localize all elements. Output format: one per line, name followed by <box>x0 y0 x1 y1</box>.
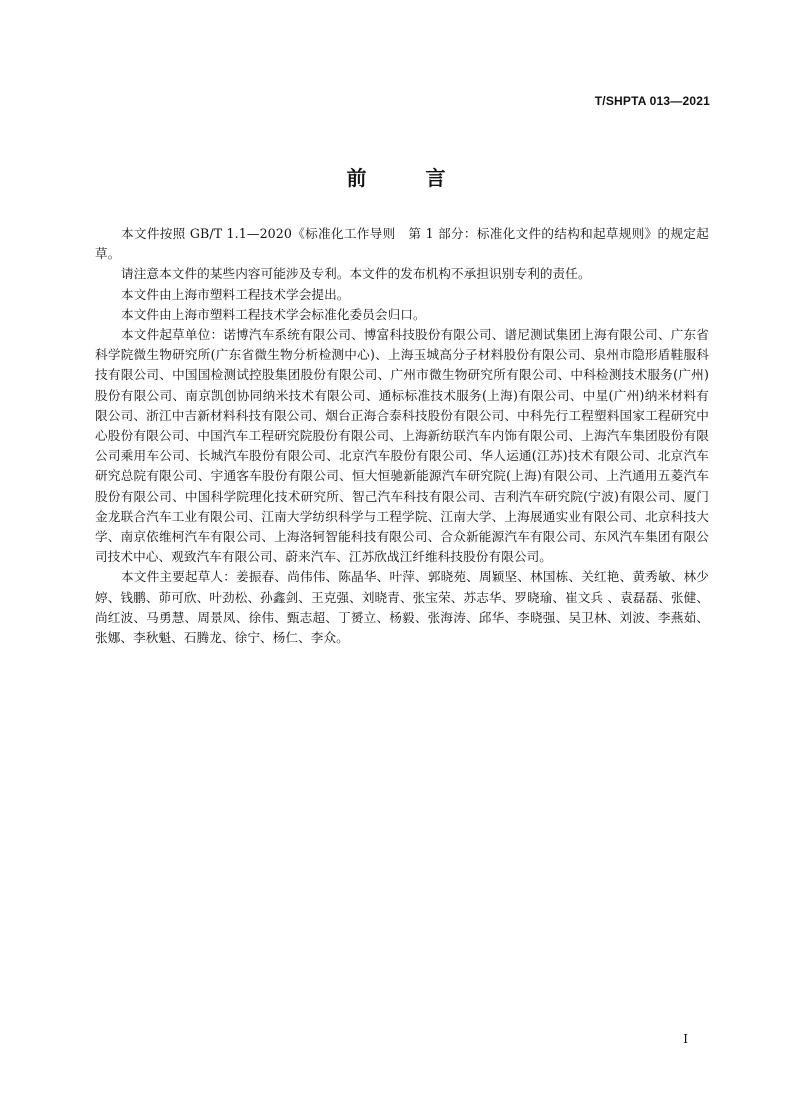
paragraph-under-jurisdiction: 本文件由上海市塑料工程技术学会标准化委员会归口。 <box>121 306 426 322</box>
foreword-body <box>95 224 709 648</box>
paragraph-drafting-units: 本文件起草单位：诺博汽车系统有限公司、博富科技股份有限公司、谱尼测试集团上海有限公司、广东省科学院微生物研究所(广东省微生物分析检测中心)、上海玉城高分子材料股份有限公司、泉州市隐形盾鞋服科技有限公司、中国国检测试控股集团股份有限公司、广州市微生物研究所有限公司、中科检测技术服务(广州)股份有限公司、南京凯创协同纳米技术有限公司、通标标准技术服务(上海)有限公司、中星(广州)纳米材料有限公司、浙江中吉新材料科技有限公司、烟台正海合泰科技股份有限公司、中科先行工程塑料国家工程研究中心股份有限公司、中国汽车工程研究院股份有限公司、上海新纺联汽车内饰有限公司、上海汽车集团股份有限公司乘用车公司、长城汽车股份有限公司、北京汽车股份有限公司、华人运通(江苏)技术有限公司、北京汽车研究总院有限公司、宇通客车股份有限公司、恒大恒驰新能源汽车研究院(上海)有限公司、上汽通用五菱汽车股份有限公司、中国科学院理化技术研究所、智己汽车科技有限公司、吉利汽车研究院(宁波)有限公司、厦门金龙联合汽车工业有限公司、江南大学纺织科学与工程学院、江南大学、上海展通实业有限公司、北京科技大学、南京依维柯汽车有限公司、上海洛轲智能科技有限公司、合众新能源汽车有限公司、东风汽车集团有限公司技术中心、观致汽车有限公司、蔚来汽车、江苏欣战江纤维科技股份有限公司。 <box>95 327 709 565</box>
paragraph-drafters: 本文件主要起草人：姜振春、尚伟伟、陈晶华、叶萍、郭晓苑、周颖坚、林国栋、关红艳、黄秀敏、林少婷、钱鹏、茆可欣、叶劲松、孙鑫剑、王克强、刘晓青、张宝荣、苏志华、罗晓瑜、崔文兵 、袁磊磊、张健、尚红波、马勇慧、周景凤、徐伟、甄志超、丁赟立、杨毅、张海涛、邱华、李晓强、吴卫林、刘波、李燕茹、张娜、李秋魁、石腾龙、徐宁、杨仁、李众。 <box>95 569 709 646</box>
paragraph-patent-notice: 请注意本文件的某些内容可能涉及专利。本文件的发布机构不承担识别专利的责任。 <box>121 266 591 282</box>
page-number: I <box>683 1032 688 1046</box>
paragraph-drafting-rules: 本文件按照 GB/T 1.1—2020《标准化工作导则 第 1 部分：标准化文件的结构和起草规则》的规定起草。 <box>95 226 709 262</box>
document-code: T/SHPTA 013—2021 <box>594 94 710 108</box>
paragraph-proposed-by: 本文件由上海市塑料工程技术学会提出。 <box>121 286 350 302</box>
page-title: 前 言 <box>346 166 472 190</box>
